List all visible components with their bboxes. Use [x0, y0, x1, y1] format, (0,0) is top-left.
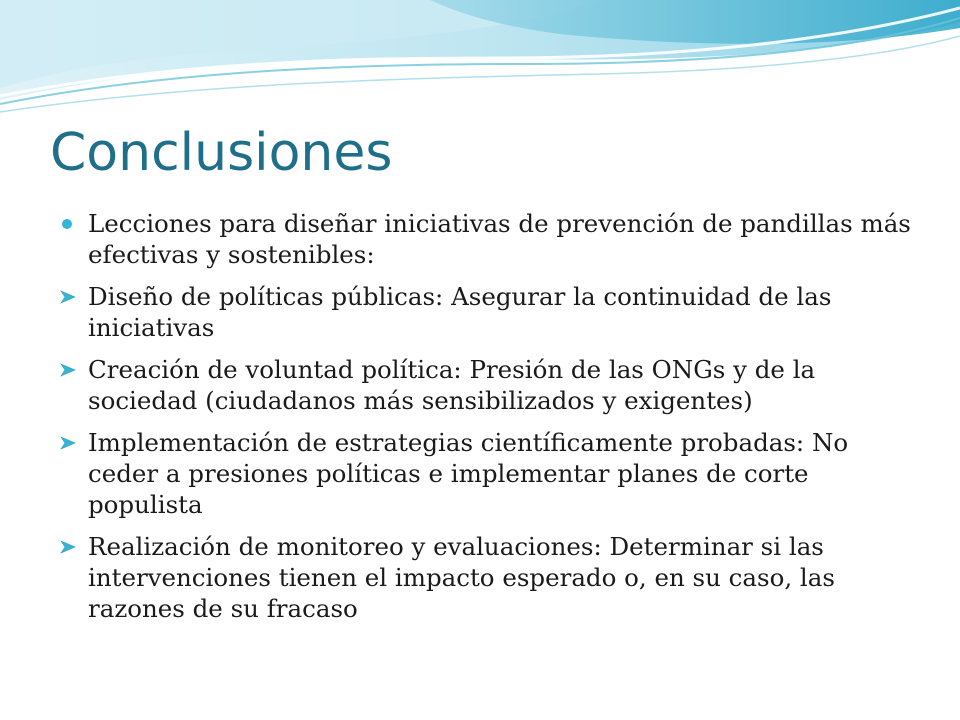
list-item-text: Realización de monitoreo y evaluaciones: Determinar si las intervenciones tienen el impacto esperado o, en su caso, las razones de su fracaso: [88, 532, 835, 623]
arrow-right-icon: [60, 290, 76, 304]
list-item: [62, 354, 922, 416]
arrow-right-icon: [60, 436, 76, 450]
list-item: [62, 531, 922, 624]
arrow-right-icon: [60, 540, 76, 554]
bullet-list: [62, 208, 922, 635]
arrow-right-icon: [60, 363, 76, 377]
bullet-dot-icon: [62, 219, 72, 229]
list-item-text: Diseño de políticas públicas: Asegurar la continuidad de las iniciativas: [88, 282, 832, 342]
list-item: [62, 281, 922, 343]
header-wave-decoration: [0, 0, 960, 130]
list-item-text: Implementación de estrategias científicamente probadas: No ceder a presiones políticas e implementar planes de corte populista: [88, 428, 849, 519]
list-item: [62, 427, 922, 520]
lead-text: Lecciones para diseñar iniciativas de prevención de pandillas más efectivas y sostenibles:: [88, 209, 911, 269]
lead-item: [62, 208, 922, 270]
list-item-text: Creación de voluntad política: Presión de las ONGs y de la sociedad (ciudadanos más sensibilizados y exigentes): [88, 355, 816, 415]
slide-title: Conclusiones: [50, 123, 393, 183]
